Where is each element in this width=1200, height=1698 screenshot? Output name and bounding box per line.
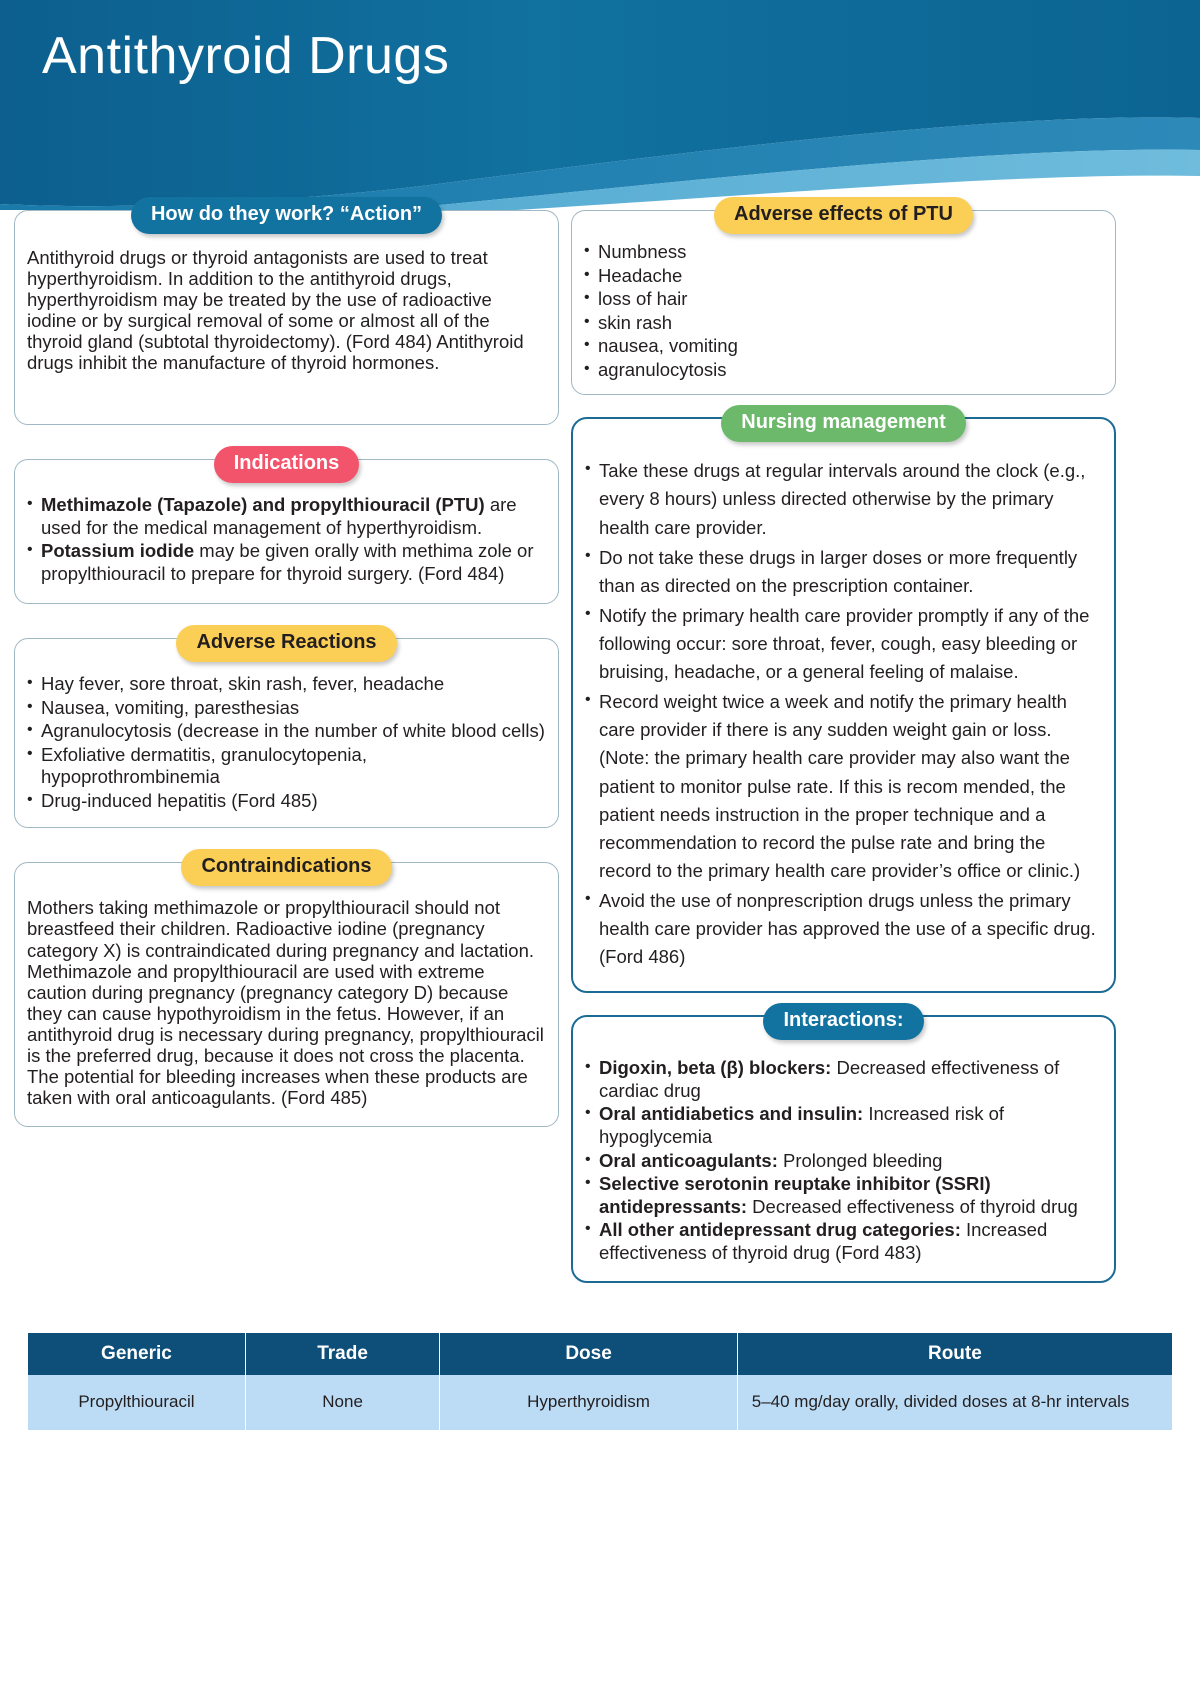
- indications-term: Methimazole (Tapazole) and propylthiouracil (PTU): [41, 494, 485, 515]
- badge-ptu-effects-wrap: [572, 197, 1115, 234]
- list-item: • Record weight twice a week and notify the primary health care provider if there is any sudden weight gain or loss. (Note: the primary health care provider may also want the patient to monitor pulse rate. If this is recom mended, the patient needs instruction in the proper technique and a recommendation to record the pulse rate and bring the record to the primary health care provider’s office or clinic.): [585, 688, 1102, 885]
- content-columns: [0, 203, 1200, 1317]
- interaction-term: Selective serotonin reuptake inhibitor (SSRI) antidepressants:: [599, 1173, 991, 1217]
- list-item: • Agranulocytosis (decrease in the number of white blood cells): [27, 720, 546, 743]
- cell-dose: Hyperthyroidism: [440, 1375, 737, 1429]
- badge-nursing-wrap: [573, 405, 1114, 442]
- indications-desc: may be given orally with methima zole or propylthiouracil to prepare for thyroid surgery. (Ford 484): [41, 540, 534, 584]
- card-adverse-reactions: [14, 631, 559, 828]
- list-item: • skin rash: [584, 312, 1103, 335]
- adverse-reactions-list: [27, 673, 546, 812]
- interaction-term: Digoxin, beta (β) blockers:: [599, 1057, 832, 1079]
- interaction-term: Oral anticoagulants:: [599, 1149, 778, 1171]
- list-item: • Numbness: [584, 241, 1103, 264]
- list-item: [585, 1173, 1102, 1218]
- card-indications: [14, 452, 559, 604]
- card-action: [14, 203, 559, 425]
- list-item: • Drug-induced hepatitis (Ford 485): [27, 790, 546, 813]
- list-item: • Hay fever, sore throat, skin rash, fever, headache: [27, 673, 546, 696]
- interaction-desc: Prolonged bleeding: [777, 1149, 943, 1171]
- badge-indications-wrap: [15, 446, 558, 483]
- column-header-trade: Trade: [245, 1333, 439, 1375]
- list-item: • Do not take these drugs in larger doses or more frequently than as directed on the prescription container.: [585, 544, 1102, 600]
- badge-indications: Indications: [214, 446, 360, 483]
- card-contraindications: [14, 855, 559, 1127]
- card-nursing-management: [571, 411, 1116, 993]
- column-header-route: Route: [737, 1333, 1172, 1375]
- badge-nursing-management: Nursing management: [721, 405, 965, 442]
- interaction-term: Oral antidiabetics and insulin:: [599, 1103, 864, 1125]
- list-item: [585, 1057, 1102, 1102]
- interaction-desc: Increased effectiveness of thyroid drug (Ford 483): [599, 1219, 1048, 1263]
- badge-interactions-wrap: [573, 1003, 1114, 1040]
- badge-contraindications-wrap: [15, 849, 558, 886]
- list-item: [585, 1103, 1102, 1148]
- contraindications-text: Mothers taking methimazole or propylthiouracil should not breastfeed their children. Radioactive iodine (pregnancy category X) is contraindicated during pregnancy and lactation. Methimazole and propylthiouracil are used with extreme caution during pregnancy (pregnancy category D) because they can cause hypothyroidism in the fetus. However, if an antithyroid drug is necessary during pregnancy, propylthiouracil is the preferred drug, because it does not cross the placenta. The potential for bleeding increases when these products are taken with oral anticoagulants. (Ford 485): [27, 897, 544, 1109]
- drug-table-section: [0, 1333, 1200, 1429]
- column-header-dose: Dose: [440, 1333, 737, 1375]
- right-column: [571, 203, 1116, 1317]
- badge-interactions: Interactions:: [763, 1003, 923, 1040]
- list-item: [27, 540, 546, 585]
- indications-term: Potassium iodide: [41, 540, 195, 562]
- card-ptu-effects: [571, 203, 1116, 395]
- list-item: • Take these drugs at regular intervals around the clock (e.g., every 8 hours) unless directed otherwise by the primary health care provider.: [585, 457, 1102, 541]
- list-item: • Avoid the use of nonprescription drugs unless the primary health care provider has approved the use of a specific drug. (Ford 486): [585, 887, 1102, 971]
- column-header-generic: Generic: [28, 1333, 245, 1375]
- indications-desc: are used for the medical management of hyperthyroidism.: [41, 494, 517, 538]
- table-header-row: [28, 1333, 1172, 1375]
- list-item: [27, 494, 546, 539]
- interaction-desc: Decreased effectiveness of cardiac drug: [599, 1057, 1060, 1101]
- card-interactions: [571, 1009, 1116, 1283]
- left-column: [14, 203, 559, 1161]
- interaction-term: All other antidepressant drug categories:: [599, 1219, 961, 1241]
- badge-contraindications: Contraindications: [181, 849, 391, 886]
- interactions-list: [585, 1057, 1102, 1264]
- list-item: [585, 1219, 1102, 1264]
- list-item: • loss of hair: [584, 288, 1103, 311]
- page-header: [0, 0, 1200, 210]
- page-title: Antithyroid Drugs: [42, 27, 450, 85]
- table-row: [28, 1375, 1172, 1429]
- interaction-desc: Decreased effectiveness of thyroid drug: [747, 1195, 1078, 1217]
- list-item: • Nausea, vomiting, paresthesias: [27, 697, 546, 720]
- list-item: • Exfoliative dermatitis, granulocytopenia, hypoprothrombinemia: [27, 744, 546, 789]
- list-item: • Headache: [584, 265, 1103, 288]
- action-text: Antithyroid drugs or thyroid antagonists are used to treat hyperthyroidism. In addition to the antithyroid drugs, hyperthyroidism may be treated by the use of radioactive iodine or by surgical removal of some or almost all of the thyroid gland (subtotal thyroidectomy). (Ford 484) Antithyroid drugs inhibit the manufacture of thyroid hormones.: [27, 247, 524, 374]
- list-item: • agranulocytosis: [584, 359, 1103, 382]
- badge-action: How do they work? “Action”: [131, 197, 442, 234]
- list-item: [585, 1150, 1102, 1173]
- badge-adverse-reactions: Adverse Reactions: [176, 625, 396, 662]
- ptu-effects-list: [584, 241, 1103, 381]
- cell-trade: None: [245, 1375, 439, 1429]
- cell-route: 5–40 mg/day orally, divided doses at 8-hr intervals: [737, 1375, 1172, 1429]
- cell-generic: Propylthiouracil: [28, 1375, 245, 1429]
- badge-ptu-effects: Adverse effects of PTU: [714, 197, 973, 234]
- nursing-list: [585, 457, 1102, 971]
- list-item: • Notify the primary health care provider promptly if any of the following occur: sore throat, fever, cough, easy bleeding or bruising, headache, or a general feeling of malaise.: [585, 602, 1102, 686]
- badge-adverse-reactions-wrap: [15, 625, 558, 662]
- interaction-desc: Increased risk of hypoglycemia: [599, 1103, 1005, 1148]
- badge-action-wrap: [15, 197, 558, 234]
- indications-list: [27, 494, 546, 585]
- drug-table: [28, 1333, 1172, 1429]
- list-item: • nausea, vomiting: [584, 335, 1103, 358]
